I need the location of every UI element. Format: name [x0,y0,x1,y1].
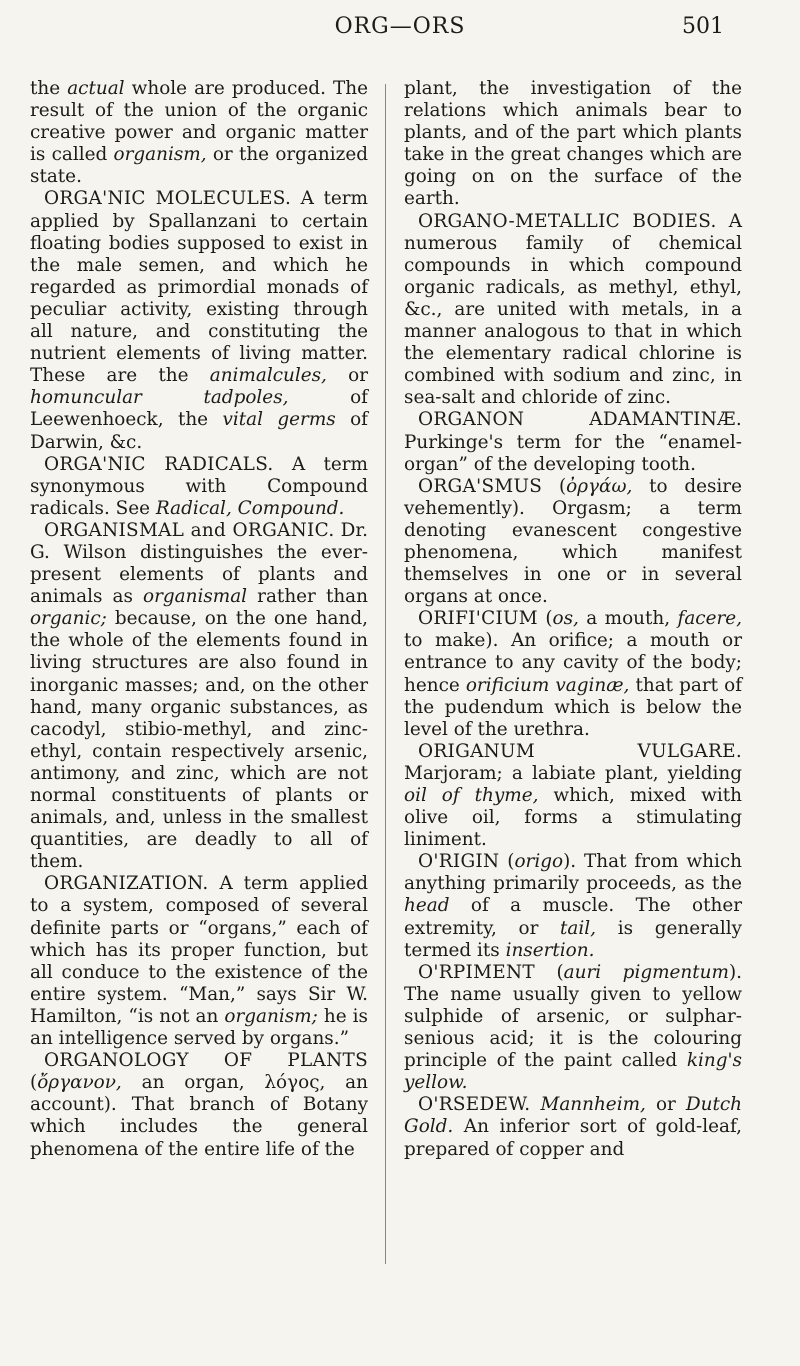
dictionary-entry [30,520,368,874]
italic-term: Dutch Gold. [404,1094,742,1138]
entry-headword: O'RPIMENT [418,961,535,983]
entry-text: plant, the investigation of the relations which animals bear to plants, and of the part which plants take in the great changes which are going on on the surface of the earth. [404,78,742,210]
entry-text: rather than [247,586,368,608]
italic-term: organism; [224,1005,318,1027]
entry-text: of a muscle. The other extremity, or [404,895,742,939]
entry-text: ). That from which anything primarily proceeds, as the [404,851,742,895]
dictionary-entry [404,409,742,475]
entry-text: whole are produced. The result of the union of the organic creative power and organic matter is called [30,78,368,166]
entry-text: a mouth, [578,608,678,630]
entry-text [530,1094,540,1115]
entry-text: ( [537,608,553,630]
entry-headword: ORGANIZATION. [44,873,209,895]
entry-headword: ORGANOLOGY OF PLANTS [44,1050,368,1072]
running-title: ORG—ORS [334,14,466,39]
entry-text: or the organized state. [30,144,368,188]
italic-term: Radical, Compound. [155,497,345,519]
italic-term: ὄργανον, [37,1072,122,1094]
dictionary-entry [404,962,742,1095]
entry-headword: ORGANON ADAMANTINÆ. [418,409,742,431]
entry-text: Marjoram; a labiate plant, yielding [404,762,742,784]
entry-text: A term applied to a system, composed of several definite parts or “organs,” each of which has its proper function, but all conduce to the existence of the entire system. “Man,” says Sir W. Hamilton, “is not an [30,873,368,1027]
entry-text: ). The name usually given to yellow sulphide of arsenic, or sulphar-senious acid; it is the colouring principle of the paint called [404,961,742,1072]
entry-text: of Darwin, &c. [30,409,368,453]
entry-text: he is an intelligence served by organs.” [30,1005,368,1050]
entry-text: ( [534,961,564,983]
italic-term: king's yellow. [404,1050,742,1094]
entry-headword: ORGA'NIC RADICALS. [44,453,274,475]
column-divider [385,84,386,1264]
entry-text: A term applied by Spallanzani to certain floating bodies supposed to exist in the male semen, and which he regarded as primordial monads of peculiar activity, existing through all nature, and constituting the nutrient elements of living matter. These are the [30,188,368,387]
entry-continuation [404,78,742,211]
entry-headword: ORGANO-METALLIC BODIES. [418,210,717,232]
entry-text: the [30,78,68,99]
entry-headword: ORGA'NIC MOLECULES. [44,188,292,210]
entry-text: is generally termed its [404,917,742,961]
italic-term: vital germs [222,409,336,431]
left-column [30,78,368,1161]
entry-text: or [326,365,368,387]
right-column [404,78,742,1161]
entry-headword: O'RSEDEW. [418,1094,531,1116]
entry-headword: ORIFI'CIUM [418,608,538,630]
italic-term: ὀργάω, [566,475,633,497]
entry-continuation [30,78,368,188]
dictionary-entry [404,741,742,851]
italic-term: homuncular tadpoles, [30,387,289,409]
italic-term: organic; [30,608,107,630]
entry-text: an organ, λόγος, an account). That branch of Botany which includes the general phenomena of the entire life of the [30,1072,368,1160]
dictionary-entry [404,608,742,741]
entry-text: because, on the one hand, the whole of the elements found in living structures are also found in inorganic masses; and, on the other hand, many organic substances, as cacodyl, stibio-methyl, and zinc-ethyl, contain respectively arsenic, antimony, and zinc, which are not normal constituents of plants or animals, and, unless in the smallest quantities, are deadly to all of them. [30,608,368,873]
entry-headword: ORIGANUM VULGARE. [418,740,742,762]
dictionary-entry [30,1050,368,1160]
italic-term: actual [67,78,125,99]
entry-headword: ORGA'SMUS [418,475,543,497]
entry-text: Purkinge's term for the “enamel-organ” of the developing tooth. [404,431,742,475]
entry-text: A term synonymous with Compound radicals. See [30,453,368,519]
dictionary-entry [30,454,368,520]
italic-term: os, [552,608,579,630]
entry-text: to make). An orifice; a mouth or entrance to any cavity of the body; hence [404,630,742,696]
italic-term: organism, [113,144,207,166]
dictionary-entry [30,188,368,453]
italic-term: tail, [560,917,597,939]
entry-text: ( [30,1072,38,1094]
italic-term: auri pigmentum [563,961,729,983]
dictionary-entry [30,873,368,1050]
italic-term: insertion. [505,939,595,961]
italic-term: orificium vaginæ, [465,674,630,696]
entry-text: ( [542,475,567,497]
entry-text: or [645,1094,686,1116]
entry-text: A numerous family of chemical compounds in which compound organic radicals, as methyl, ethyl, &c., are united with metals, in a manner analogous to that in which the elementary radical chlorine is combined with sodium and zinc, in sea-salt and chloride of zinc. [404,210,742,409]
dictionary-entry [404,851,742,961]
italic-term: facere, [677,608,742,630]
page-number: 501 [682,14,724,39]
dictionary-entry [404,476,742,609]
entry-headword: ORGANISMAL and ORGANIC. [44,519,335,541]
dictionary-entry [404,211,742,410]
entry-text: that part of the pudendum which is below the level of the urethra. [404,674,742,740]
italic-term: head [404,895,450,917]
entry-text: which, mixed with olive oil, forms a stimulating liniment. [404,785,742,851]
italic-term: animalcules, [209,365,327,387]
entry-text: of Leewenhoeck, the [30,387,368,431]
entry-text: to desire vehemently). Orgasm; a term denoting evanescent congestive phenomena, which manifest themselves in one or in several organs at once. [404,475,742,608]
dictionary-entry [404,1094,742,1160]
entry-headword: O'RIGIN [418,851,500,873]
italic-term: origo [514,851,564,873]
entry-text: Dr. G. Wilson distinguishes the ever-present elements of plants and animals as [30,519,368,608]
entry-text: An inferior sort of gold-leaf, prepared of copper and [404,1116,742,1160]
entry-text: ( [499,851,515,873]
italic-term: oil of thyme, [404,785,539,806]
italic-term: organismal [143,586,248,608]
italic-term: Mannheim, [540,1094,646,1116]
